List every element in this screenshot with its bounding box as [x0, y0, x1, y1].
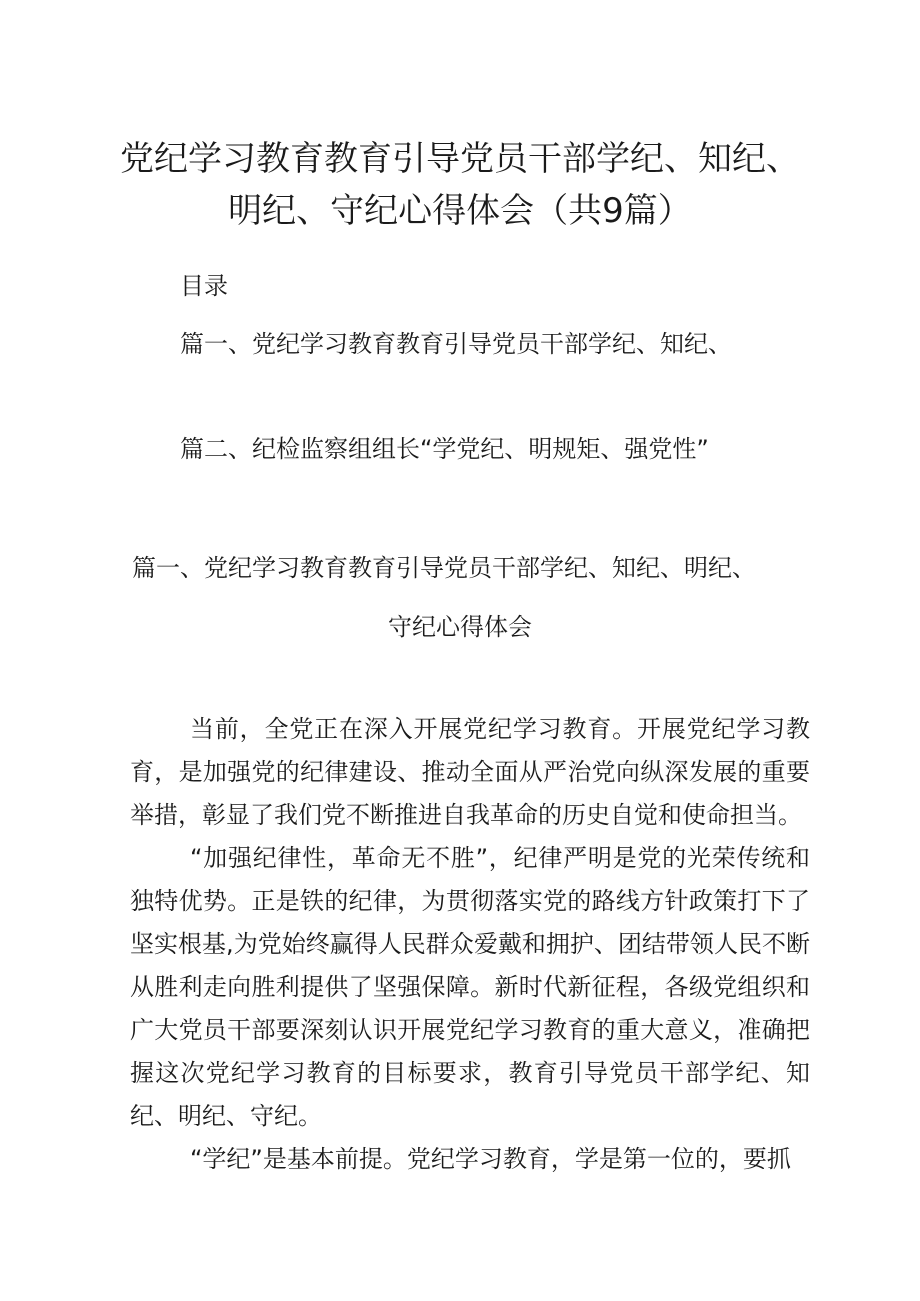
document-title-line-1: 党纪学习教育教育引导党员干部学纪、知纪、	[120, 139, 800, 179]
toc-item-1[interactable]: 篇一、党纪学习教育教育引导党员干部学纪、知纪、	[180, 330, 732, 358]
section-title-line-1: 篇一、党纪学习教育教育引导党员干部学纪、知纪、明纪、	[132, 554, 756, 582]
body-text	[130, 708, 810, 1181]
paragraph-2: “加强纪律性，革命无不胜”，纪律严明是党的光荣传统和独特优势。正是铁的纪律，为贯彻落实党的路线方针政策打下了坚实根基,为党始终赢得人民群众爱戴和拥护、团结带领人民不断从胜利走向胜利提供了坚强保障。新时代新征程，各级党组织和广大党员干部要深刻认识开展党纪学习教育的重大意义，准确把握这次党纪学习教育的目标要求，教育引导党员干部学纪、知纪、明纪、守纪。	[130, 844, 810, 1130]
section-title-line-2: 守纪心得体会	[388, 613, 532, 641]
toc-item-2[interactable]: 篇二、纪检监察组组长“学党纪、明规矩、强党性”	[180, 435, 709, 463]
toc-heading: 目录	[180, 272, 228, 300]
paragraph-1: 当前，全党正在深入开展党纪学习教育。开展党纪学习教育，是加强党的纪律建设、推动全面从严治党向纵深发展的重要举措，彰显了我们党不断推进自我革命的历史自觉和使命担当。	[130, 715, 810, 829]
document-title-line-2: 明纪、守纪心得体会（共9篇）	[228, 191, 692, 231]
paragraph-3: “学纪”是基本前提。党纪学习教育，学是第一位的，要抓	[190, 1145, 791, 1173]
